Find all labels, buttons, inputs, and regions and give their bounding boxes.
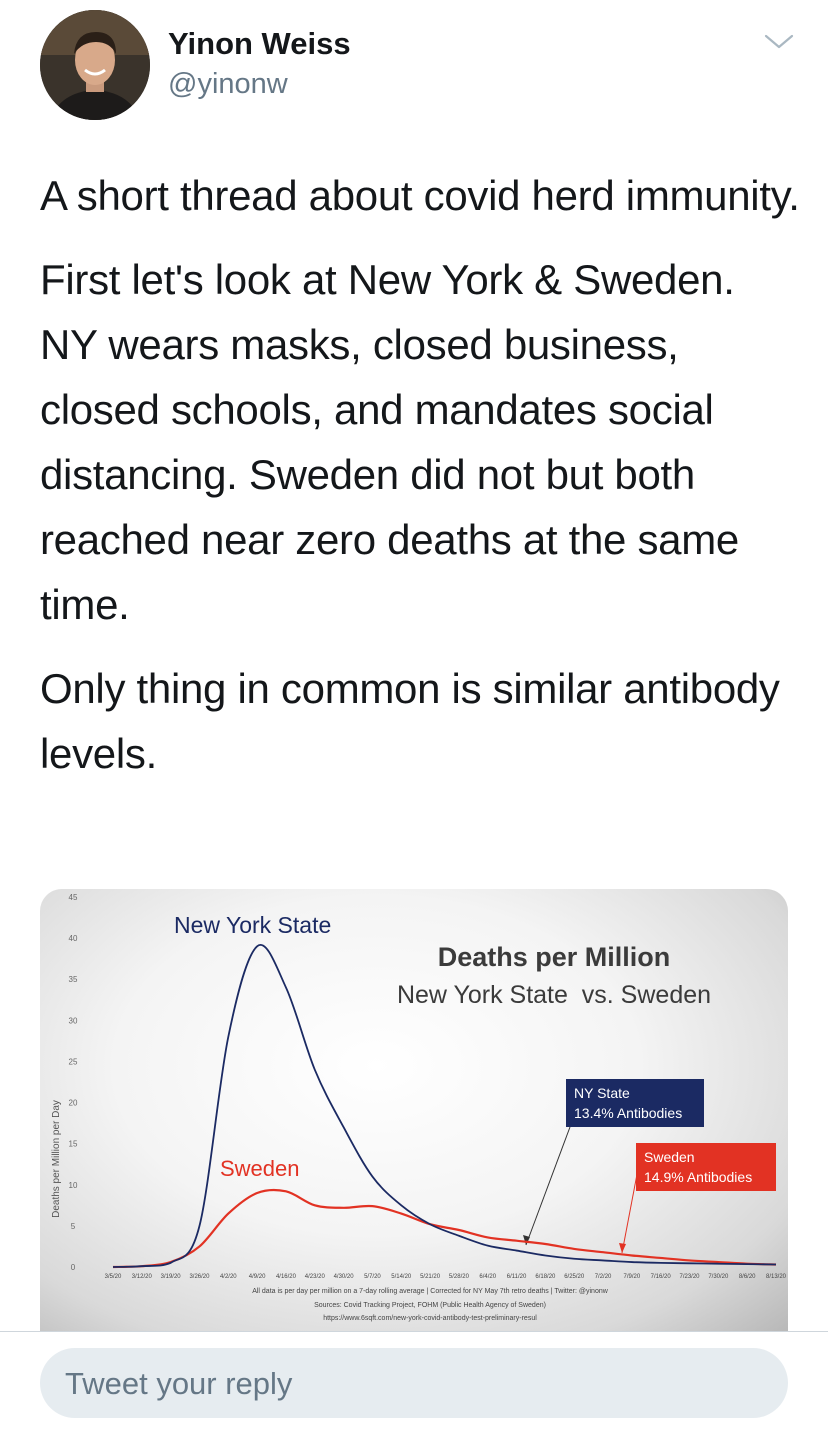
x-tick-label: 7/16/20 bbox=[650, 1274, 671, 1280]
annotation-sweden-line1: Sweden bbox=[644, 1149, 695, 1165]
x-tick-label: 7/2/20 bbox=[594, 1274, 612, 1280]
x-tick-label: 7/30/20 bbox=[708, 1274, 729, 1280]
x-tick-label: 6/11/20 bbox=[506, 1274, 527, 1280]
annotation-ny-line2: 13.4% Antibodies bbox=[574, 1105, 683, 1121]
annotation-sweden-line2: 14.9% Antibodies bbox=[644, 1169, 753, 1185]
tweet-text bbox=[40, 163, 800, 805]
series-label-ny: New York State bbox=[174, 912, 332, 938]
x-tick-label: 5/21/20 bbox=[420, 1274, 441, 1280]
y-tick-label: 20 bbox=[68, 1098, 78, 1108]
y-tick-label: 0 bbox=[70, 1263, 76, 1272]
x-tick-label: 8/13/20 bbox=[765, 1274, 787, 1280]
y-tick-label: 25 bbox=[68, 1057, 78, 1067]
y-axis-label: Deaths per Million per Day bbox=[51, 1100, 62, 1218]
x-tick-label: 5/7/20 bbox=[364, 1274, 381, 1280]
annotation-arrow-ny bbox=[526, 1127, 570, 1245]
x-tick-label: 7/23/20 bbox=[679, 1274, 700, 1280]
x-tick-label: 5/28/20 bbox=[448, 1274, 469, 1280]
tweet-paragraph: A short thread about covid herd immunity. bbox=[40, 172, 800, 219]
x-tick-label: 3/12/20 bbox=[131, 1274, 152, 1280]
x-tick-label: 3/5/20 bbox=[104, 1274, 122, 1280]
y-tick-label: 45 bbox=[68, 893, 78, 902]
y-tick-label: 15 bbox=[68, 1139, 78, 1149]
reply-placeholder: Tweet your reply bbox=[65, 1366, 293, 1401]
chart-svg bbox=[40, 889, 788, 1331]
tweet-paragraph: First let's look at New York & Sweden. NY wears masks, closed business, closed schools, and mandates social distancing. Sweden did not but both reached near zero deaths at the same time. bbox=[40, 256, 739, 628]
x-tick-label: 3/19/20 bbox=[160, 1274, 181, 1280]
annotation-arrow-sweden bbox=[622, 1169, 638, 1253]
avatar[interactable] bbox=[40, 10, 150, 120]
chart-footnote: https://www.6sqft.com/new-york-covid-antibody-test-preliminary-resul bbox=[323, 1315, 537, 1322]
x-tick-label: 6/18/20 bbox=[535, 1274, 556, 1280]
x-tick-label: 4/9/20 bbox=[248, 1274, 266, 1280]
person-photo-avatar bbox=[40, 10, 150, 120]
y-tick-label: 35 bbox=[68, 975, 78, 985]
x-tick-label: 8/6/20 bbox=[738, 1274, 756, 1280]
y-tick-label: 5 bbox=[70, 1221, 76, 1231]
author-handle[interactable]: @yinonw bbox=[168, 68, 288, 100]
x-tick-label: 6/25/20 bbox=[564, 1274, 585, 1280]
y-tick-label: 10 bbox=[68, 1180, 78, 1190]
series-line-sweden bbox=[113, 1190, 776, 1267]
reply-input[interactable] bbox=[40, 1348, 788, 1418]
chart-title: Deaths per Million bbox=[437, 942, 671, 972]
chart-subtitle: New York State vs. Sweden bbox=[396, 981, 712, 1009]
divider bbox=[0, 1331, 828, 1332]
annotation-arrowhead-sweden bbox=[619, 1243, 626, 1253]
x-tick-label: 3/26/20 bbox=[189, 1274, 210, 1280]
x-tick-label: 4/23/20 bbox=[304, 1274, 325, 1280]
chart-footnote: All data is per day per million on a 7-day rolling average | Corrected for NY May 7th retro deaths | Twitter: @yinonw bbox=[252, 1288, 608, 1295]
x-tick-label: 4/2/20 bbox=[219, 1274, 237, 1280]
x-tick-label: 5/14/20 bbox=[391, 1274, 412, 1280]
x-tick-label: 4/30/20 bbox=[333, 1274, 354, 1280]
chart-footnote: Sources: Covid Tracking Project, FOHM (Public Health Agency of Sweden) bbox=[314, 1302, 546, 1309]
x-tick-label: 4/16/20 bbox=[275, 1274, 296, 1280]
y-tick-label: 30 bbox=[68, 1016, 78, 1026]
author-name[interactable]: Yinon Weiss bbox=[168, 26, 351, 61]
x-tick-label: 7/9/20 bbox=[623, 1274, 641, 1280]
annotation-ny-line1: NY State bbox=[574, 1085, 630, 1101]
tweet-media-chart[interactable] bbox=[40, 889, 788, 1331]
tweet-paragraph: Only thing in common is similar antibody levels. bbox=[40, 665, 780, 777]
x-tick-label: 6/4/20 bbox=[479, 1274, 497, 1280]
series-label-sweden: Sweden bbox=[220, 1156, 300, 1181]
y-tick-label: 40 bbox=[68, 934, 78, 944]
chevron-down-icon[interactable] bbox=[764, 30, 794, 52]
